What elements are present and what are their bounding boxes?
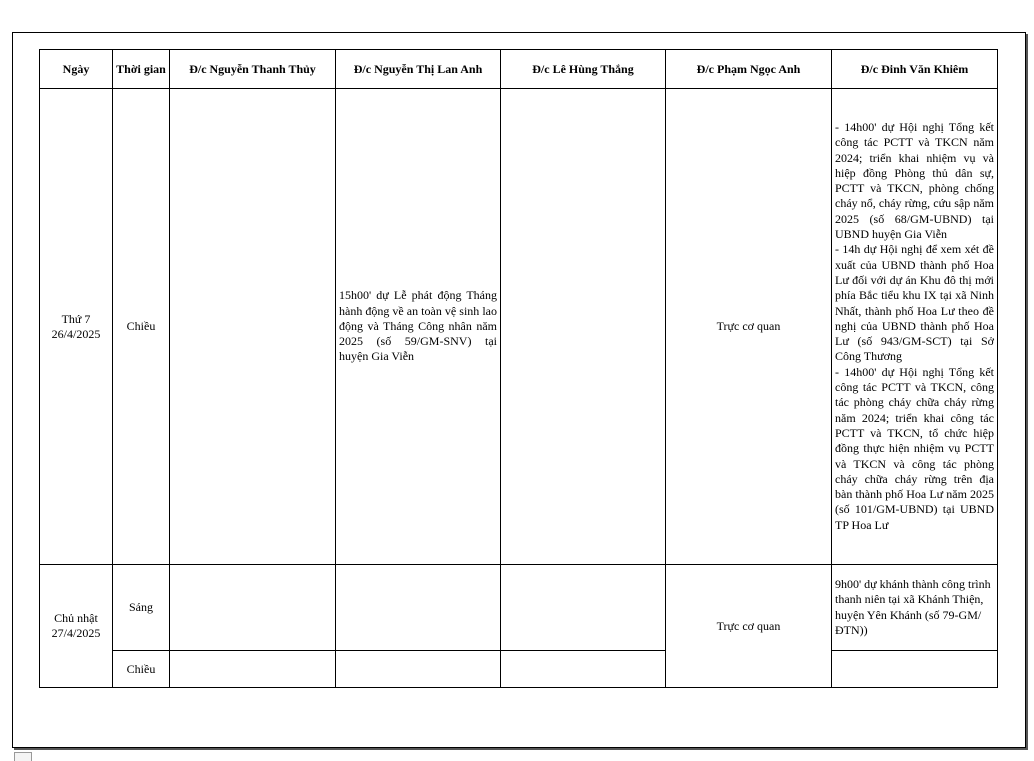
cell-person-3-sunday-morning	[501, 565, 666, 651]
schedule-table	[39, 49, 998, 688]
table-row-sunday-afternoon	[40, 651, 998, 688]
cell-person-1-sunday-afternoon	[170, 651, 336, 688]
cell-person-1-saturday	[170, 89, 336, 565]
day-date: 27/4/2025	[51, 626, 101, 640]
schedule-item: - 14h00' dự Hội nghị Tổng kết công tác PCTT và TKCN, công tác phòng cháy chữa cháy rừng năm 2024; triển khai công tác PCTT và TKCN, tổ chức hiệp đồng thực hiện nhiệm vụ PCTT và TKCN và công tác phòng cháy chữa cháy rừng trên địa bàn thành phố Hoa Lư năm 2025 (số 101/GM-UBND) tại UBND TP Hoa Lư	[835, 364, 994, 532]
schedule-item: - 14h dự Hội nghị để xem xét đề xuất của UBND thành phố Hoa Lư đối với dự án Khu đô thị mới phía Bắc tiểu khu IX tại xã Ninh Nhất, thành phố Hoa Lư theo đề nghị của UBND thành phố Hoa Lư (số 943/GM-SCT) tại Sở Công Thương	[835, 242, 994, 364]
header-person-3: Đ/c Lê Hùng Thắng	[501, 50, 666, 89]
header-row	[40, 50, 998, 89]
cell-person-3-saturday	[501, 89, 666, 565]
day-cell-saturday	[40, 89, 113, 565]
cell-person-5-saturday	[832, 89, 998, 565]
day-name: Chủ nhật	[54, 611, 98, 625]
table-row-saturday	[40, 89, 998, 565]
cell-person-5-sunday-afternoon	[832, 651, 998, 688]
day-cell-sunday	[40, 565, 113, 688]
header-day: Ngày	[40, 50, 113, 89]
header-person-4: Đ/c Phạm Ngọc Anh	[666, 50, 832, 89]
cell-person-4-saturday: Trực cơ quan	[666, 89, 832, 565]
header-time: Thời gian	[113, 50, 170, 89]
header-person-2: Đ/c Nguyễn Thị Lan Anh	[336, 50, 501, 89]
cell-person-2-sunday-morning	[336, 565, 501, 651]
header-person-5: Đ/c Đinh Văn Khiêm	[832, 50, 998, 89]
cell-person-3-sunday-afternoon	[501, 651, 666, 688]
time-cell-afternoon: Chiều	[113, 89, 170, 565]
cell-person-4-sunday: Trực cơ quan	[666, 565, 832, 688]
time-cell-afternoon: Chiều	[113, 651, 170, 688]
day-date: 26/4/2025	[51, 326, 101, 341]
header-person-1: Đ/c Nguyễn Thanh Thủy	[170, 50, 336, 89]
cell-person-2-saturday: 15h00' dự Lễ phát động Tháng hành động về an toàn vệ sinh lao động và Tháng Công nhân năm 2025 (số 59/GM-SNV) tại huyện Gia Viễn	[336, 89, 501, 565]
cell-person-1-sunday-morning	[170, 565, 336, 651]
day-name: Thứ 7	[61, 311, 91, 326]
time-cell-morning: Sáng	[113, 565, 170, 651]
schedule-item: - 14h00' dự Hội nghị Tổng kết công tác PCTT và TKCN năm 2024; triển khai nhiệm vụ và hiệp đồng Phòng thủ dân sự, PCTT và TKCN, phòng chống cháy nổ, cháy rừng, cứu sập năm 2025 (số 68/GM-UBND) tại UBND huyện Gia Viễn	[835, 119, 994, 242]
cell-person-2-sunday-afternoon	[336, 651, 501, 688]
cell-person-5-sunday-morning: 9h00' dự khánh thành công trình thanh niên tại xã Khánh Thiện, huyện Yên Khánh (số 79-GM/ĐTN))	[832, 565, 998, 651]
table-row-sunday-morning	[40, 565, 998, 651]
